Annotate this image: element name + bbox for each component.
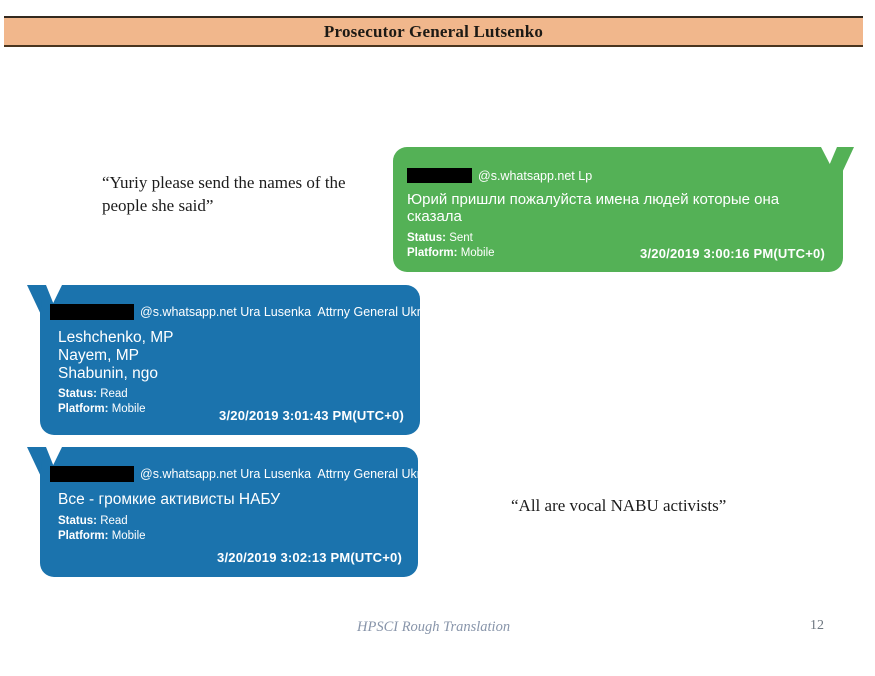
status-value: Read [100,514,128,527]
message-text: Все - громкие активисты НАБУ [58,491,281,508]
message-text: Юрий пришли пожалуйста имена людей которые она сказала [407,191,780,226]
message-bubble-received-2 [40,447,445,577]
message-line: Leshchenko, MP [58,329,174,346]
status-label: Status: [407,231,446,244]
bubble-notch [46,285,62,303]
message-bubble-sent [393,147,843,272]
page-title: Prosecutor General Lutsenko [323,21,544,41]
sender-address: @s.whatsapp.net Lp [478,168,593,183]
platform-row [58,530,402,542]
page-number: 12 [810,618,824,633]
bubble-notch [821,147,837,164]
platform-value: Mobile [111,529,146,542]
bubble-tail-icon [27,285,51,313]
timestamp: 3/20/2019 3:01:43 PM(UTC+0) [219,408,404,423]
status-row [407,232,825,244]
status-value: Read [100,388,128,401]
message-line: Nayem, MP [58,346,139,364]
sender-address: @s.whatsapp.net Ura Lusenka Attrny General Ukraine [140,305,445,319]
status-value: Sent [449,231,473,244]
platform-label: Platform: [407,246,458,259]
platform-label: Platform: [58,403,109,416]
platform-value: Mobile [460,246,495,259]
translation-quote-left: “Yuriy please send the names of the people she said” [102,173,346,215]
sender-address: @s.whatsapp.net Ura Lusenka Attrny General Ukraine [140,467,445,481]
status-row [58,388,404,400]
translation-quote-right: “All are vocal NABU activists” [511,496,727,515]
platform-value: Mobile [111,403,146,416]
redacted-phone-number [407,168,472,183]
sender-row [50,466,445,482]
message-line: Shabunin, ngo [58,364,158,382]
message-bubble-received-1 [40,285,445,435]
redacted-phone-number [50,304,134,320]
sender-row [50,304,445,320]
bubble-notch [46,447,62,465]
message-text [58,329,404,382]
timestamp: 3/20/2019 3:02:13 PM(UTC+0) [217,550,402,565]
title-banner [4,16,863,47]
status-row [58,515,402,527]
status-label: Status: [58,388,97,401]
timestamp: 3/20/2019 3:00:16 PM(UTC+0) [640,246,825,261]
platform-label: Platform: [58,529,109,542]
footer-title: HPSCI Rough Translation [357,619,511,635]
bubble-tail-icon [27,447,51,475]
sender-row [407,168,825,183]
status-label: Status: [58,514,97,527]
redacted-phone-number [50,466,134,482]
